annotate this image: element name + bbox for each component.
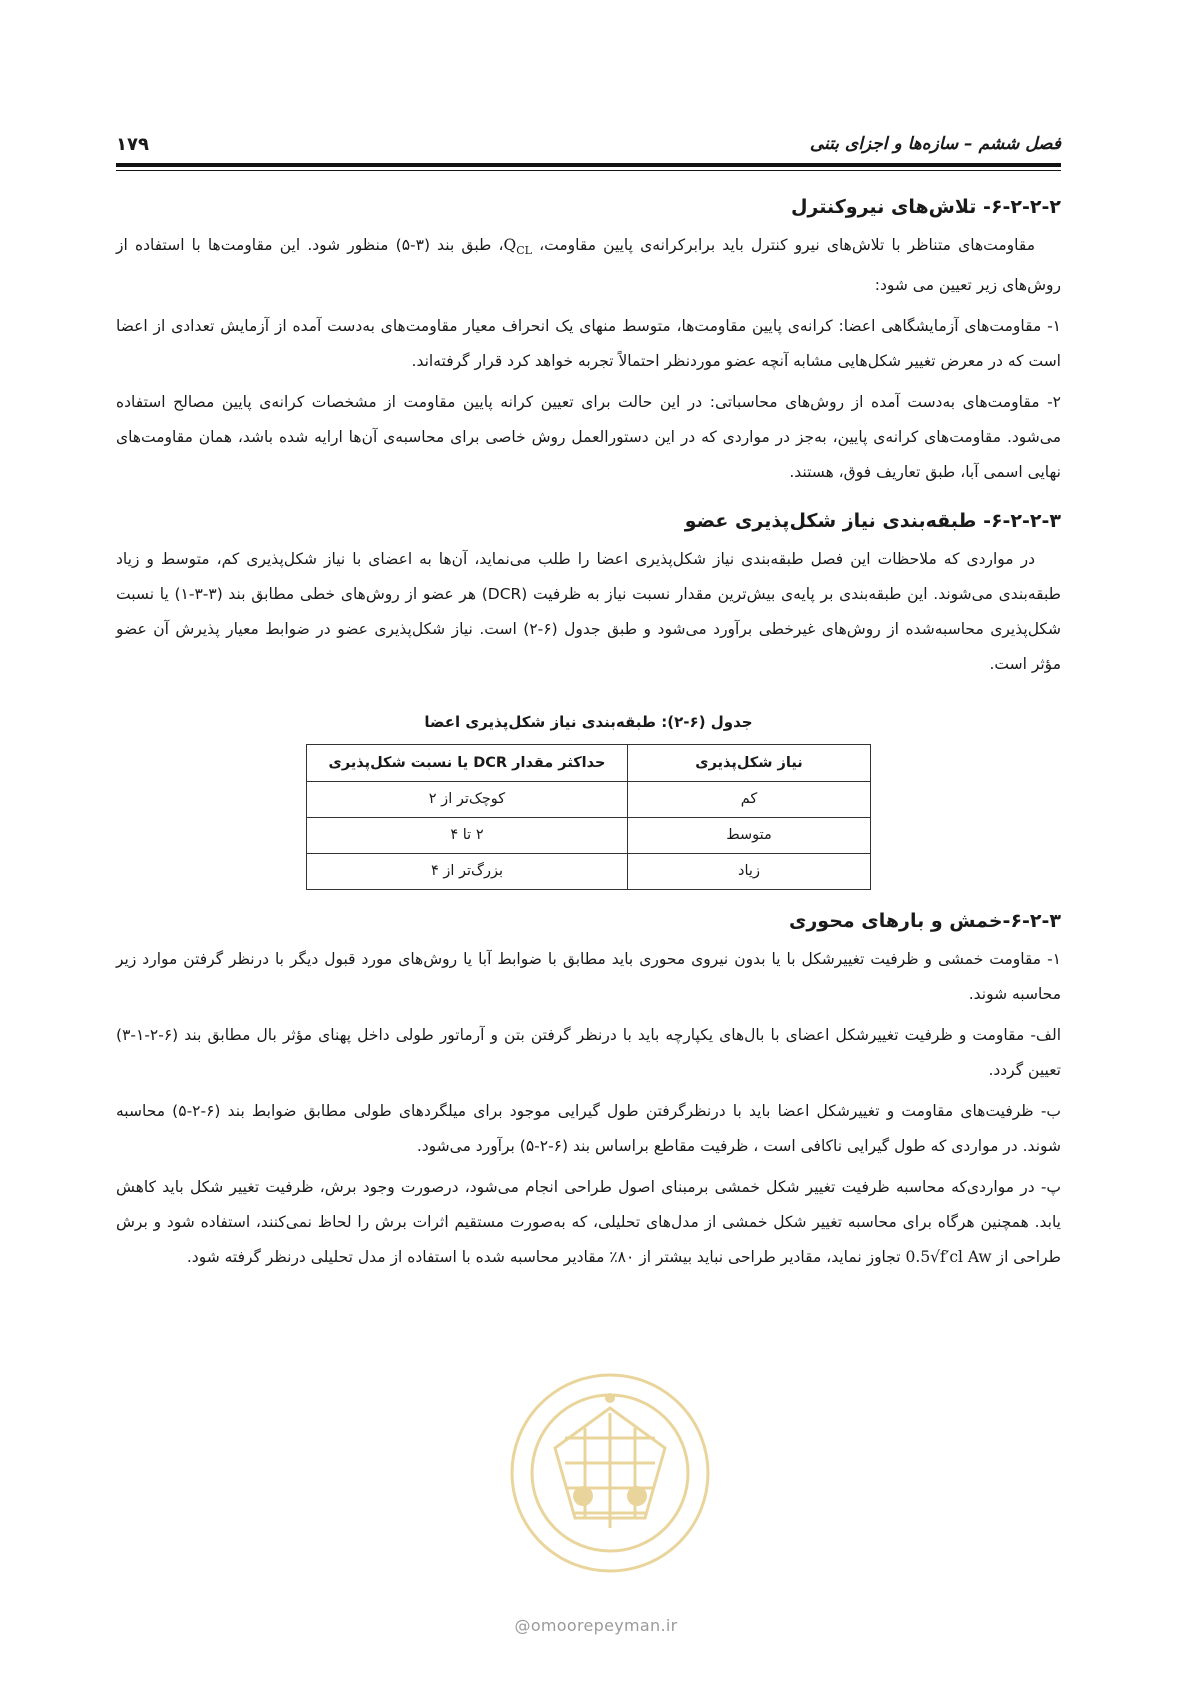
table-cell: متوسط [628,818,871,854]
table-row [307,818,871,854]
qcl-letter: Q [503,236,517,254]
chapter-title: فصل ششم – سازه‌ها و اجزای بتنی [809,134,1061,154]
header-rule-thin [116,170,1061,171]
site-watermark: @omoorepeyman.ir [514,1616,678,1635]
paragraph-development-length: ب- ظرفیت‌های مقاومت و تغییرشکل اعضا باید با درنظرگرفتن طول گیرایی موجود برای میلگردهای طولی مطابق ضوابط بند (۶-۲-۵) محاسبه شوند. در مواردی که طول گیرایی ناکافی است ، ظرفیت مقاطع براساس بند (۶-۲-۵) برآورد می‌شود. [116,1102,1061,1156]
table-cell: ۲ تا ۴ [307,818,628,854]
shear-text-a: پ- در مواردی‌که محاسبه ظرفیت تغییر شکل خمشی برمبنای اصول طراحی انجام می‌شود، درصورت وجود برش، ظرفیت تغییر شکل باید کاهش یابد. همچنین هرگاه برای محاسبه تغییر شکل خمشی از مدل‌های تحلیلی، که به‌صورت مستقیم اثرات برش را لحاظ نمی‌کنند، استفاده شود و برش طراحی از [116,1178,1061,1267]
paragraph-ductility-classification: در مواردی که ملاحظات این فصل طبقه‌بندی نیاز شکل‌پذیری اعضا را طلب می‌نماید، آن‌ها به اعضای با نیاز شکل‌پذیری کم، متوسط و زیاد طبقه‌بندی می‌شوند. این طبقه‌بندی بر پایه‌ی بیش‌ترین مقدار نسبت نیاز به ظرفیت (DCR) هر عضو از روش‌های خطی مطابق بند (۳-۳-۱) یا نسبت شکل‌پذیری محاسبه‌شده از روش‌های غیرخطی برآورد می‌شود و طبق جدول (۶-۲) است. نیاز شکل‌پذیری عضو در ضوابط معیار پذیرش آن عضو مؤثر است. [116,550,1061,674]
page-number: ۱۷۹ [116,133,149,155]
paragraph-flanged-members: الف- مقاومت و ظرفیت تغییرشکل اعضای با بال‌های یکپارچه باید با درنظر گرفتن بتن و آرماتور طولی داخل پهنای مؤثر بال مطابق بند (۶-۲-۱-۳) تعیین گردد. [116,1026,1061,1080]
section-heading-flexure-axial: ۶-۲-۳-خمش و بارهای محوری [788,910,1061,933]
paragraph-lab-strengths: ۱- مقاومت‌های آزمایشگاهی اعضا: کرانه‌ی پایین مقاومت‌ها، متوسط منهای یک انحراف معیار مقاومت‌های به‌دست آمده از آزمایش تعدادی از اعضا است که در معرض تغییر شکل‌هایی مشابه آنچه عضو موردنظر احتمالاً تجربه خواهد کرد قرار گرفته‌اند. [116,317,1061,371]
table-header-row [307,745,871,782]
page-body [116,186,1061,1644]
table-row [307,782,871,818]
paragraph-force-controlled-intro [116,228,1061,303]
intro-text-b: ، طبق بند (۳-۵) منظور شود. این مقاومت‌ها با استفاده از روش‌های زیر تعیین می شود: [116,236,1061,295]
paragraph-shear-reduction [116,1170,1061,1275]
table-cell: بزرگ‌تر از ۴ [307,854,628,890]
shear-limit-formula: 0.5√f′cl Aw [905,1248,992,1267]
header-ductility-demand: نیاز شکل‌پذیری [628,745,871,782]
section-heading-force-controlled: ۶-۲-۲-۲- تلاش‌های نیروکنترل [790,196,1061,218]
table-row [307,854,871,890]
table-caption: جدول (۶-۲): طبقه‌بندی نیاز شکل‌پذیری اعضا [424,713,753,732]
table-cell: کوچک‌تر از ۲ [307,782,628,818]
qcl-subscript: CL [516,244,532,258]
shear-text-b: تجاوز نماید، مقادیر طراحی نباید بیشتر از ۸۰٪ مقادیر محاسبه شده با استفاده از مدل تحلیلی درنظر گرفته شود. [186,1248,906,1267]
paragraph-flexural-strength: ۱- مقاومت خمشی و ظرفیت تغییرشکل با یا بدون نیروی محوری باید مطابق با ضوابط آبا یا روش‌های مورد قبول دیگر با درنظر گرفتن موارد زیر محاسبه شوند. [116,950,1061,1004]
header-rule-thick [116,163,1061,167]
running-header [116,128,1061,160]
intro-text-a: مقاومت‌های متناظر با تلاش‌های نیرو کنترل باید برابرکرانه‌ی پایین مقاومت، [531,236,1035,254]
header-max-dcr: حداکثر مقدار DCR یا نسبت شکل‌پذیری [307,745,628,782]
table-cell: زیاد [628,854,871,890]
paragraph-computed-strengths: ۲- مقاومت‌های به‌دست آمده از روش‌های محاسباتی: در این حالت برای تعیین کرانه پایین مقاومت از مشخصات کرانه‌ی پایین مصالح استفاده می‌شود. مقاومت‌های کرانه‌ی پایین، به‌جز در مواردی که در این دستورالعمل روش خاصی برای محاسبه‌ی آن‌ها ارایه شده باشد، همان مقاومت‌های نهایی اسمی آبا، طبق تعاریف فوق، هستند. [116,393,1061,482]
qcl-symbol [503,236,532,258]
ductility-table [306,744,871,890]
section-heading-ductility-classification: ۶-۲-۲-۳- طبقه‌بندی نیاز شکل‌پذیری عضو [684,510,1061,533]
table-cell: کم [628,782,871,818]
